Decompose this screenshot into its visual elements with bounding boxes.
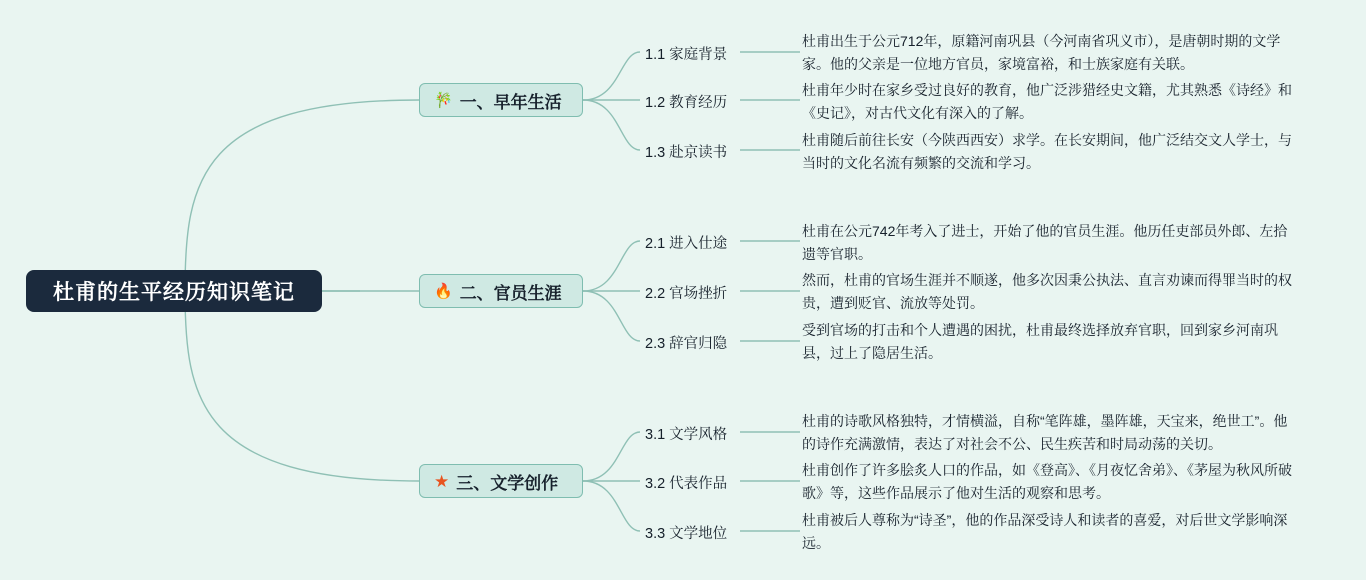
branch-label-1: 一、早年生活 <box>459 92 562 112</box>
detail-1-2: 杜甫年少时在家乡受过良好的教育，他广泛涉猎经史文籍，尤其熟悉《诗经》和《史记》，对古代文化有深入的了解。 <box>802 82 1292 121</box>
star-icon: ★ <box>434 471 450 491</box>
sub-node-3-3[interactable]: 3.3 文学地位 <box>645 526 728 542</box>
detail-1-3: 杜甫随后前往长安（今陕西西安）求学。在长安期间，他广泛结交文人学士，与当时的文化名流有频繁的交流和学习。 <box>802 132 1292 171</box>
detail-1-1: 杜甫出生于公元712年，原籍河南巩县（今河南省巩义市），是唐朝时期的文学家。他的父亲是一位地方官员，家境富裕，和士族家庭有关联。 <box>802 33 1281 72</box>
branch-label-3: 三、文学创作 <box>456 473 559 493</box>
root-label: 杜甫的生平经历知识笔记 <box>53 281 295 304</box>
branch-node-1[interactable] <box>419 83 583 117</box>
detail-3-3: 杜甫被后人尊称为“诗圣”，他的作品深受诗人和读者的喜爱，对后世文学影响深远。 <box>802 512 1288 551</box>
sub-node-3-1[interactable]: 3.1 文学风格 <box>645 427 728 443</box>
branch-label-2: 二、官员生涯 <box>459 283 562 303</box>
sub-node-2-2[interactable]: 2.2 官场挫折 <box>645 286 728 302</box>
detail-2-1: 杜甫在公元742年考入了进士，开始了他的官员生涯。他历任吏部员外郎、左拾遗等官职。 <box>802 223 1288 262</box>
sub-node-1-2[interactable]: 1.2 教育经历 <box>645 95 728 111</box>
detail-3-1: 杜甫的诗歌风格独特，才情横溢，自称“笔阵雄，墨阵雄，天宝来，绝世工”。他的诗作充满激情，表达了对社会不公、民生疾苦和时局动荡的关切。 <box>802 413 1288 452</box>
sub-node-1-1[interactable]: 1.1 家庭背景 <box>645 47 728 63</box>
sub-node-3-2[interactable]: 3.2 代表作品 <box>645 476 728 492</box>
detail-3-2: 杜甫创作了许多脍炙人口的作品，如《登高》、《月夜忆舍弟》、《茅屋为秋风所破歌》等，这些作品展示了他对生活的观察和思考。 <box>802 462 1292 501</box>
crossed-sticks-icon: 🎋 <box>434 91 453 109</box>
detail-2-2: 然而，杜甫的官场生涯并不顺遂，他多次因秉公执法、直言劝谏而得罪当时的权贵，遭到贬官、流放等处罚。 <box>802 272 1292 311</box>
sub-node-2-1[interactable]: 2.1 进入仕途 <box>645 236 728 252</box>
sub-node-2-3[interactable]: 2.3 辞官归隐 <box>645 336 728 352</box>
root-node[interactable] <box>26 270 322 312</box>
branch-node-2[interactable] <box>419 274 583 308</box>
detail-2-3: 受到官场的打击和个人遭遇的困扰，杜甫最终选择放弃官职，回到家乡河南巩县，过上了隐居生活。 <box>802 322 1278 361</box>
fire-icon: 🔥 <box>434 282 453 300</box>
sub-node-1-3[interactable]: 1.3 赴京读书 <box>645 145 728 161</box>
branch-node-3[interactable] <box>419 464 583 498</box>
